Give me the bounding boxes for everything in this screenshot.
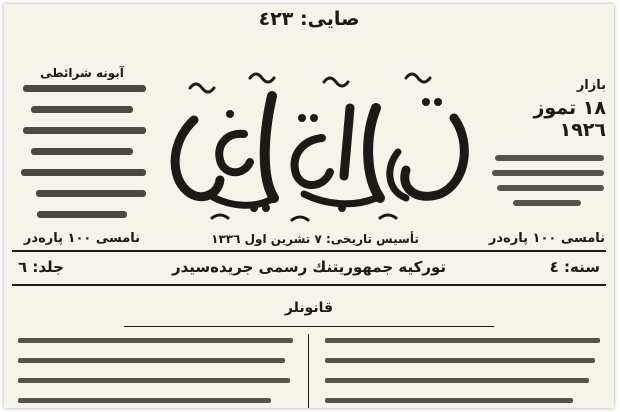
column-divider <box>308 334 309 408</box>
article-column-left <box>18 338 293 408</box>
subscription-line <box>18 106 146 122</box>
text-line <box>18 338 293 343</box>
divider-bottom <box>12 284 606 286</box>
newspaper-subtitle: توركيه جمهوريتنك رسمى جريده‌سيدر <box>171 258 447 276</box>
section-rule <box>124 326 494 327</box>
text-line <box>325 358 595 363</box>
masthead-calligraphy <box>154 48 476 228</box>
date-block <box>488 78 606 250</box>
subscription-line <box>18 169 146 185</box>
subscription-line <box>18 190 146 206</box>
text-line <box>18 398 271 403</box>
subscription-line <box>18 148 146 164</box>
year-number: سنه: ٤ <box>549 258 600 276</box>
subscription-price: نامسى ١٠٠ پاره‌در <box>23 231 141 246</box>
text-line <box>325 338 600 343</box>
text-line <box>18 358 285 363</box>
weekday: بازار <box>576 78 606 93</box>
subscription-title: آبونه شرائطى <box>40 66 124 80</box>
subscription-line <box>18 211 146 227</box>
text-line <box>325 378 589 383</box>
volume-number: جلد: ٦ <box>18 258 64 276</box>
text-line <box>325 398 573 403</box>
subscription-line <box>18 85 146 101</box>
subscription-box <box>12 66 152 250</box>
administration-note <box>488 155 606 212</box>
divider-top <box>12 250 606 252</box>
section-title: قانونلر <box>284 300 334 316</box>
issue-number: صايى: ٤٢٣ <box>258 8 360 30</box>
founding-date: تأسيس تاريخى: ٧ تشرين اول ١٣٣٦ <box>211 232 419 246</box>
text-line <box>18 378 290 383</box>
newspaper-page <box>4 4 614 408</box>
subscription-line <box>18 127 146 143</box>
issue-date: ١٨ تموز ١٩٢٦ <box>533 97 606 141</box>
article-column-right <box>325 338 600 408</box>
issue-price: نامسى ١٠٠ پاره‌در <box>488 231 606 246</box>
